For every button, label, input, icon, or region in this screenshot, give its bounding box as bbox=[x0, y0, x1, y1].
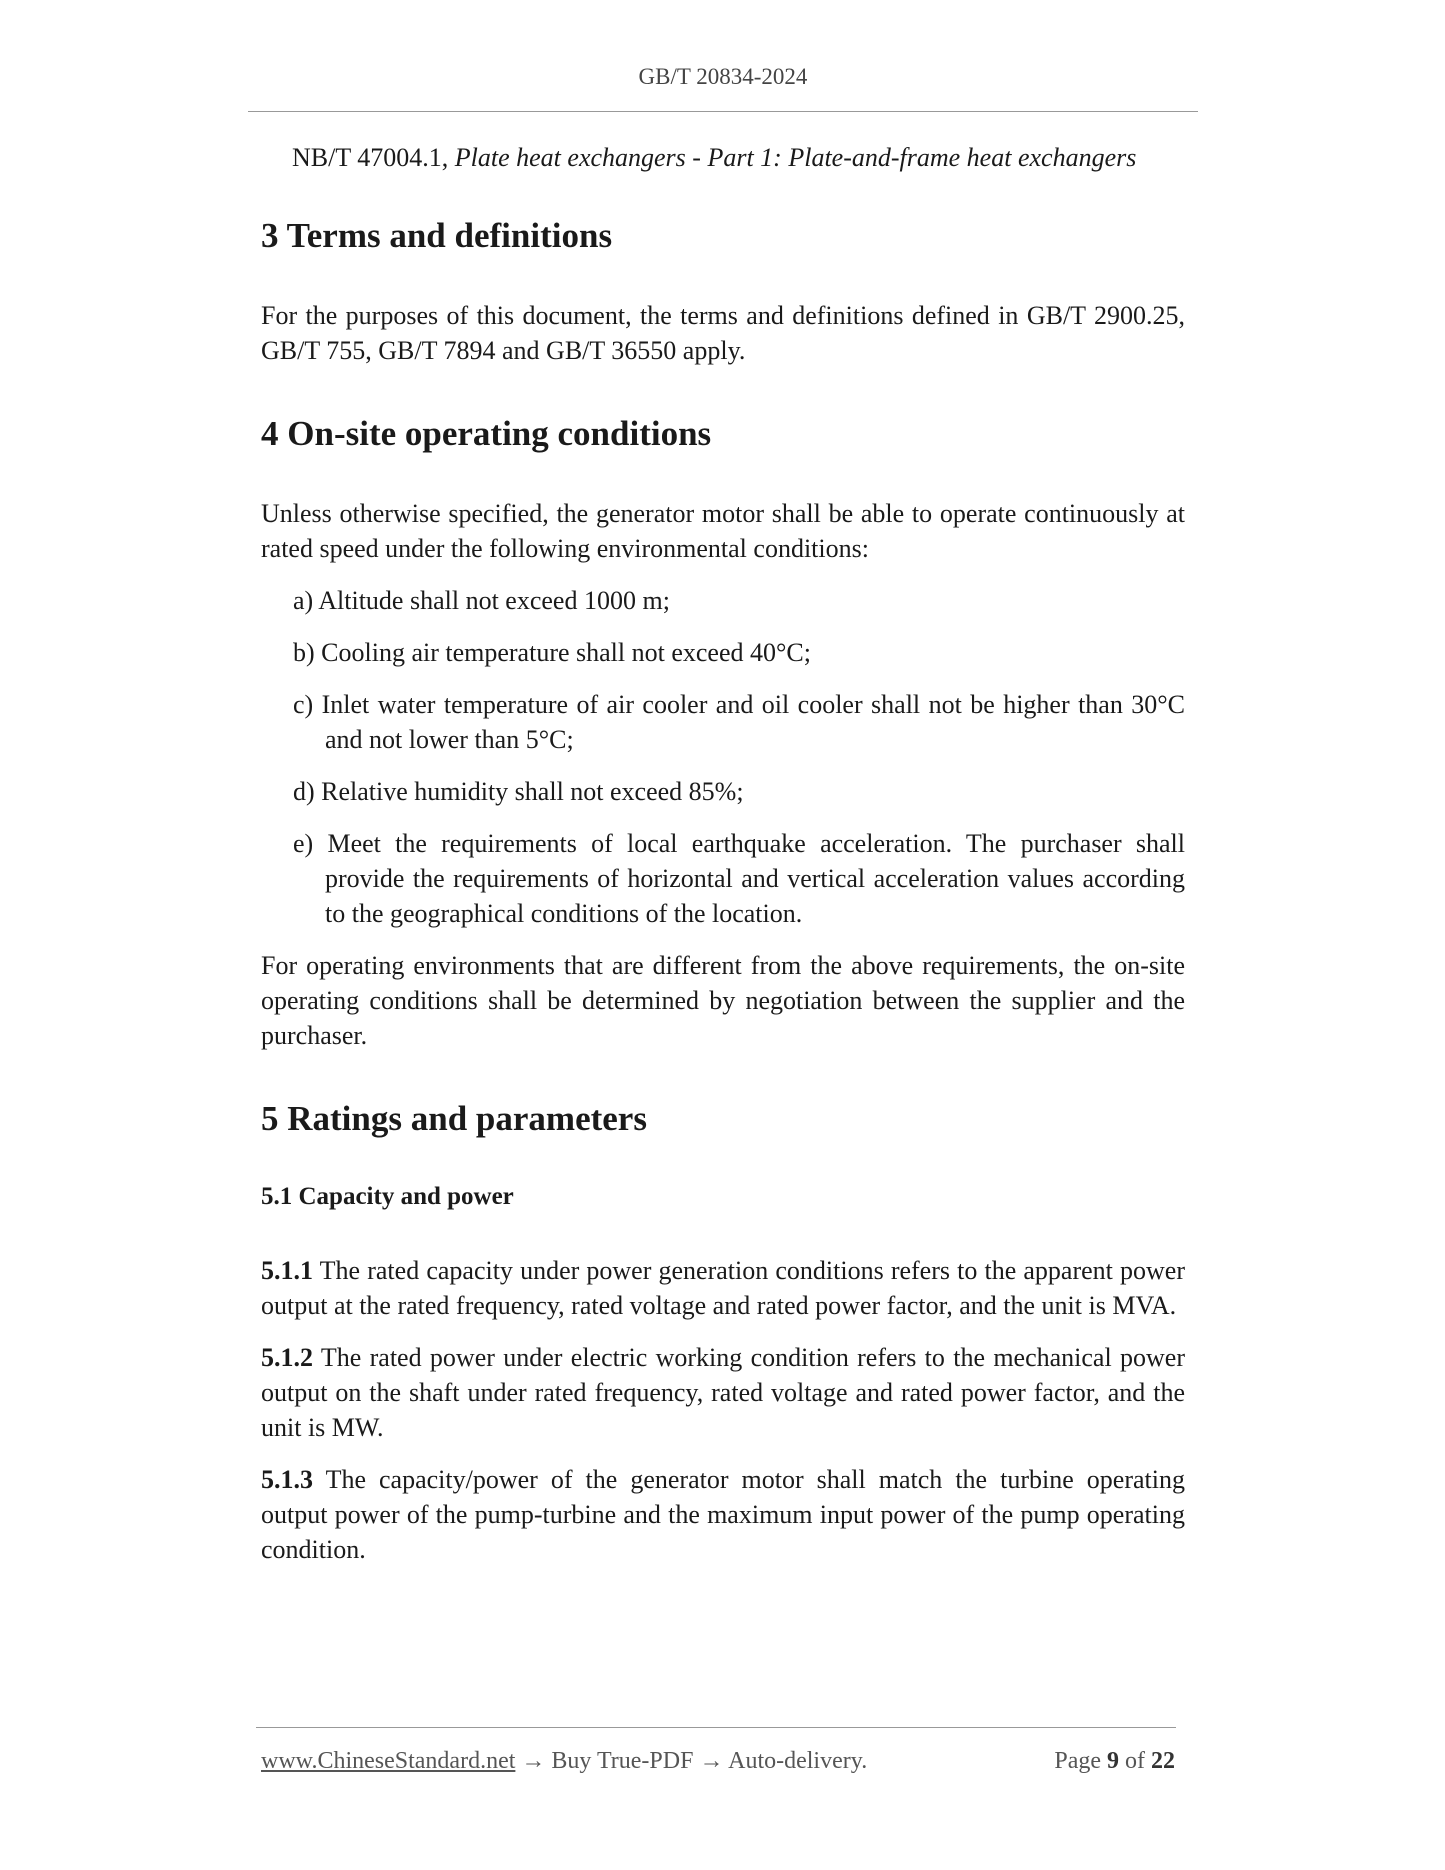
clause-5-1-1 bbox=[261, 1253, 1185, 1323]
clause-text: The rated power under electric working condition refers to the mechanical power output on the shaft under rated frequency, rated voltage and rated power factor, and the unit is MW. bbox=[261, 1343, 1186, 1442]
condition-item-c: c) Inlet water temperature of air cooler and oil cooler shall not be higher than 30°C and not lower than 5°C; bbox=[293, 690, 1185, 754]
of-label: of bbox=[1125, 1748, 1145, 1774]
current-page: 9 bbox=[1107, 1748, 1119, 1774]
clause-text: The capacity/power of the generator motor shall match the turbine operating output power of the pump-turbine and the maximum input power of the pump operating condition. bbox=[261, 1465, 1185, 1564]
section-4-heading: 4 On-site operating conditions bbox=[261, 414, 712, 453]
condition-item-a: a) Altitude shall not exceed 1000 m; bbox=[293, 586, 670, 615]
clause-number: 5.1.1 bbox=[261, 1256, 313, 1285]
section-4-closing: For operating environments that are different from the above requirements, the on-site operating conditions shall be determined by negotiation between the supplier and the purchaser. bbox=[261, 951, 1185, 1050]
chinesestandard-link[interactable]: www.ChineseStandard.net bbox=[261, 1748, 516, 1774]
section-5-heading: 5 Ratings and parameters bbox=[261, 1099, 647, 1138]
total-pages: 22 bbox=[1151, 1748, 1175, 1774]
condition-item-d: d) Relative humidity shall not exceed 85%; bbox=[293, 777, 744, 806]
clause-text: The rated capacity under power generation conditions refers to the apparent power output at the rated frequency, rated voltage and rated power factor, and the unit is MVA. bbox=[261, 1256, 1186, 1320]
footer-promo-text: → Buy True-PDF → Auto-delivery. bbox=[515, 1748, 868, 1774]
clause-5-1-2 bbox=[261, 1340, 1185, 1445]
page-label: Page bbox=[1054, 1748, 1101, 1774]
subsection-5-1-heading: 5.1 Capacity and power bbox=[261, 1183, 514, 1210]
condition-item-e: e) Meet the requirements of local earthquake acceleration. The purchaser shall provide the requirements of horizontal and vertical acceleration values according to the geographical conditions of the location. bbox=[293, 829, 1185, 928]
clause-5-1-3 bbox=[261, 1462, 1185, 1567]
section-4-intro: Unless otherwise specified, the generator motor shall be able to operate continuously at rated speed under the following environmental conditions: bbox=[261, 499, 1185, 563]
condition-item-b: b) Cooling air temperature shall not exceed 40°C; bbox=[293, 638, 811, 667]
reference-code: NB/T 47004.1, bbox=[292, 143, 449, 172]
footer-promo bbox=[261, 1748, 867, 1775]
clause-number: 5.1.3 bbox=[261, 1465, 313, 1494]
reference-title: Plate heat exchangers - Part 1: Plate-and-frame heat exchangers bbox=[454, 143, 1137, 172]
footer-divider bbox=[256, 1727, 1176, 1728]
normative-reference bbox=[292, 143, 1136, 173]
section-3-heading: 3 Terms and definitions bbox=[261, 216, 613, 255]
page-number bbox=[1054, 1748, 1175, 1775]
section-3-paragraph: For the purposes of this document, the terms and definitions defined in GB/T 2900.25, GB/T 755, GB/T 7894 and GB/T 36550 apply. bbox=[261, 301, 1185, 365]
document-body bbox=[261, 214, 1185, 1567]
clause-number: 5.1.2 bbox=[261, 1343, 313, 1372]
header-divider bbox=[248, 111, 1198, 112]
page-header-doc-id: GB/T 20834-2024 bbox=[638, 64, 808, 89]
